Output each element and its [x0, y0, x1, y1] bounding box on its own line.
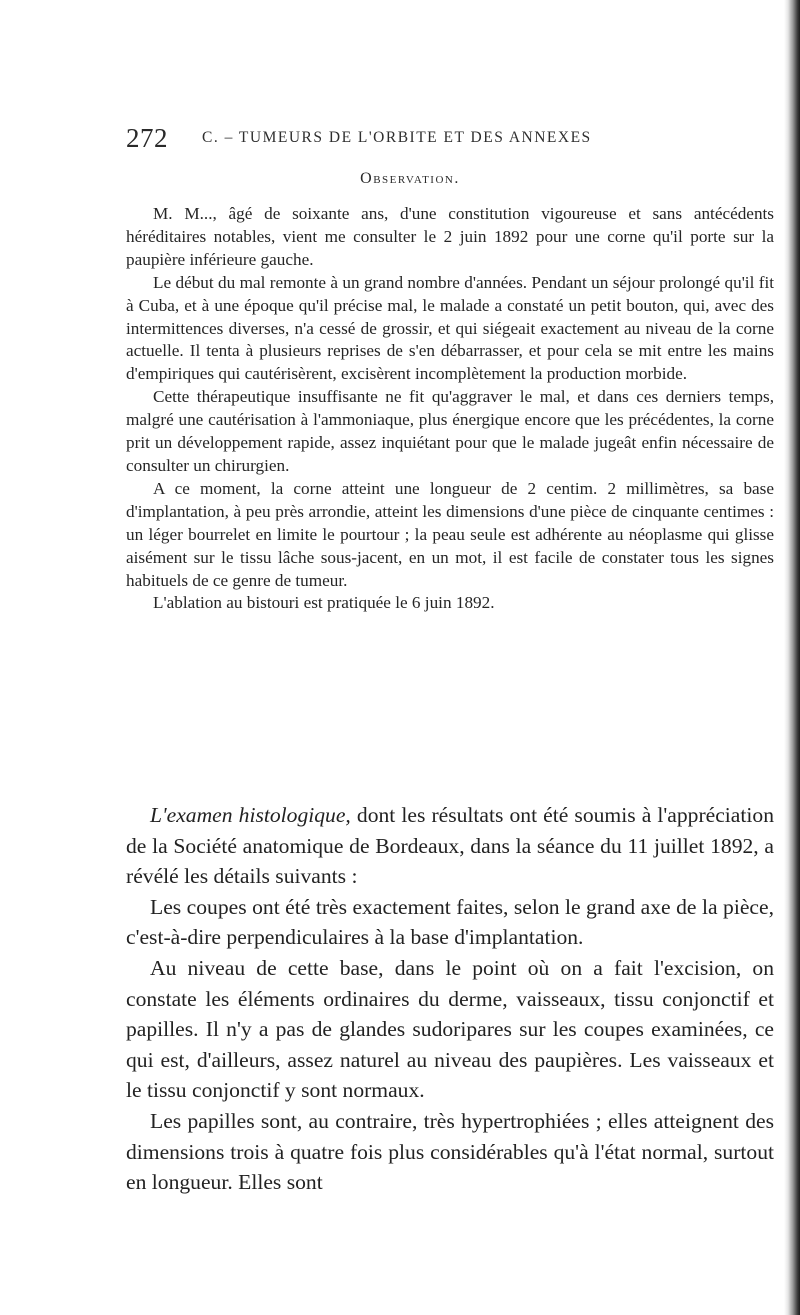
running-head: C. – TUMEURS DE L'ORBITE ET DES ANNEXES	[202, 129, 592, 146]
page-header	[0, 118, 800, 158]
histology-paragraph: Au niveau de cette base, dans le point où on a fait l'excision, on constate les éléments ordinaires du derme, vaisseaux, tissu conjonctif et papilles. Il n'y a pas de glandes sudoripares sur les coupes examinées, ce qui est, d'ailleurs, assez naturel au niveau des paupières. Les vaisseaux et le tissu conjonctif y sont normaux.	[126, 955, 774, 1103]
observation-paragraph: A ce moment, la corne atteint une longueur de 2 centim. 2 millimètres, sa base d'implantation, à peu près arrondie, atteint les dimensions d'une pièce de cinquante centimes : un léger bourrelet en limite le pourtour ; la peau seule est adhérente au néoplasme qui glisse aisément sur le tissu lâche sous-jacent, en un mot, il est facile de constater tous les signes habituels de ce genre de tumeur.	[126, 478, 774, 590]
histology-paragraph-rest: dont les résultats ont été soumis à l'appréciation de la Société anatomique de Bordeaux, dans la séance du 11 juillet 1892, a révélé les détails suivants :	[126, 803, 774, 889]
scan-edge-shadow	[784, 0, 800, 1315]
observation-paragraph: M. M..., âgé de soixante ans, d'une constitution vigoureuse et sans antécédents héréditaires notables, vient me consulter le 2 juin 1892 pour une corne qu'il porte sur la paupière inférieure gauche.	[126, 204, 774, 269]
histology-paragraph: Les coupes ont été très exactement faites, selon le grand axe de la pièce, c'est-à-dire perpendiculaires à la base d'implantation.	[126, 894, 774, 950]
section-title: Observation.	[360, 170, 460, 187]
observation-text	[126, 203, 774, 615]
observation-paragraph: Cette thérapeutique insuffisante ne fit qu'aggraver le mal, et dans ces derniers temps, malgré une cautérisation à l'ammoniaque, plus énergique encore que les précédentes, la corne prit un développement rapide, assez inquiétant pour que le malade jugeât enfin nécessaire de consulter un chirurgien.	[126, 387, 774, 475]
histology-paragraph: Les papilles sont, au contraire, très hypertrophiées ; elles atteignent des dimensions trois à quatre fois plus considérables qu'à l'état normal, surtout en longueur. Elles sont	[126, 1108, 774, 1195]
observation-paragraph: L'ablation au bistouri est pratiquée le 6 juin 1892.	[153, 593, 495, 613]
histology-text	[126, 800, 774, 1198]
page-number: 272	[126, 123, 168, 153]
italic-lead: L'examen histologique,	[150, 803, 351, 827]
histology-paragraph	[126, 800, 774, 892]
observation-paragraph: Le début du mal remonte à un grand nombre d'années. Pendant un séjour prolongé qu'il fit à Cuba, et à une époque qu'il précise mal, le malade a constaté un petit bouton, qui, avec des intermittences diverses, n'a cessé de grossir, et qui siégeait exactement au niveau de la corne actuelle. Il tenta à plusieurs reprises de s'en débarrasser, et pour cela se mit entre les mains d'empiriques qui cautérisèrent, excisèrent incomplètement la production morbide.	[126, 272, 774, 384]
